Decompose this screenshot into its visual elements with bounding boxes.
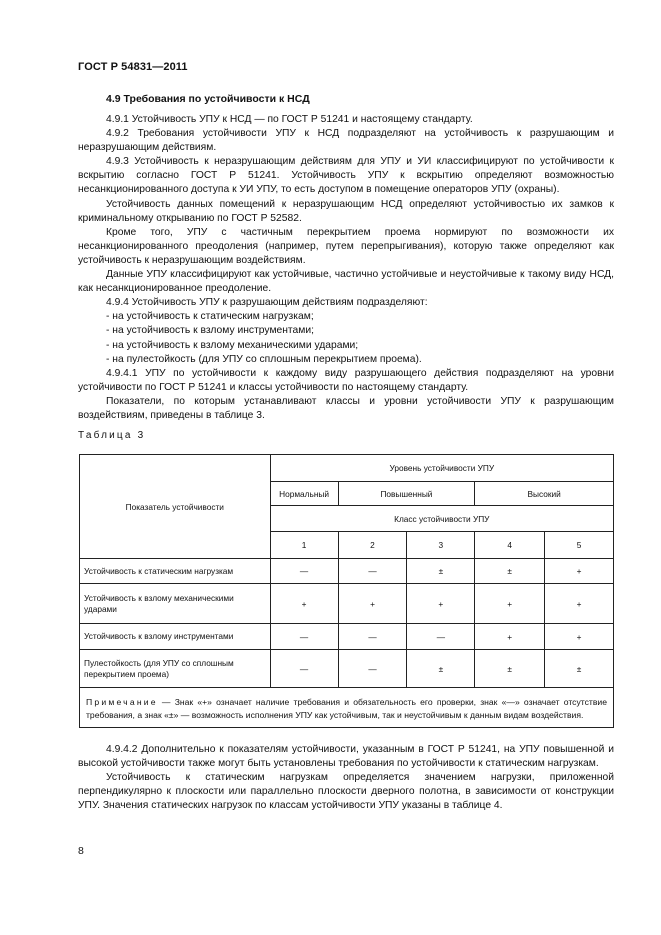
table-cell: — xyxy=(338,650,407,688)
body-text xyxy=(78,113,614,423)
table-note xyxy=(80,688,614,728)
row-label: Устойчивость к взлому инструментами xyxy=(80,624,271,650)
table-row xyxy=(80,559,614,584)
table-cell: + xyxy=(407,584,475,624)
section-title: 4.9 Требования по устойчивости к НСД xyxy=(106,93,310,105)
table-cell: + xyxy=(545,559,614,584)
table-cell: — xyxy=(338,624,407,650)
row-label: Пулестойкость (для УПУ со сплошным перекрытием проема) xyxy=(80,650,271,688)
paragraph: 4.9.1 Устойчивость УПУ к НСД — по ГОСТ Р 51241 и настоящему стандарту. xyxy=(106,114,473,125)
level-normal: Нормальный xyxy=(270,482,338,506)
row-label: Устойчивость к статическим нагрузкам xyxy=(80,559,271,584)
paragraph: 4.9.4.1 УПУ по устойчивости к каждому виду разрушающего действия подразделяют на уровни устойчивости по ГОСТ Р 51241 и классы устойчивости по настоящему стандарту. xyxy=(78,367,614,393)
document-header: ГОСТ Р 54831—2011 xyxy=(78,61,188,73)
table-cell: — xyxy=(270,559,338,584)
class-cell: 5 xyxy=(545,532,614,559)
note-label: Примечание xyxy=(86,697,158,707)
class-cell: 3 xyxy=(407,532,475,559)
paragraph: 4.9.4.2 Дополнительно к показателям устойчивости, указанным в ГОСТ Р 51241, на УПУ повышенной и высокой устойчивости также могут быть установлены требования по устойчивости к статическим нагрузкам. xyxy=(78,744,614,770)
table-row xyxy=(80,584,614,624)
list-item: - на устойчивость к взлому инструментами; xyxy=(106,325,314,337)
header-level: Уровень устойчивости УПУ xyxy=(270,455,613,482)
level-high: Высокий xyxy=(475,482,614,506)
note-text: — Знак «+» означает наличие требования и обязательность его проверки, знак «—» означает отсутствие требования, а знак «±» — возможность исполнения УПУ как устойчивым, так и неустойчивым к данным видам воздействия. xyxy=(86,697,607,720)
header-class: Класс устойчивости УПУ xyxy=(270,506,613,532)
table-cell: ± xyxy=(545,650,614,688)
list-item: - на устойчивость к статическим нагрузкам; xyxy=(106,311,314,323)
table-cell: + xyxy=(270,584,338,624)
table-row xyxy=(80,624,614,650)
class-cell: 2 xyxy=(338,532,407,559)
table-cell: + xyxy=(475,584,545,624)
paragraph: Данные УПУ классифицируют как устойчивые, частично устойчивые и неустойчивые к такому виду НСД, как несанкционированное преодоление. xyxy=(78,269,614,295)
class-cell: 4 xyxy=(475,532,545,559)
body-text-continued xyxy=(78,743,614,813)
list-item: - на пулестойкость (для УПУ со сплошным перекрытием проема). xyxy=(106,353,422,365)
table-row xyxy=(80,650,614,688)
table-note-row xyxy=(80,688,614,728)
header-indicator: Показатель устойчивости xyxy=(80,455,271,559)
page-number: 8 xyxy=(78,845,84,857)
paragraph: Показатели, по которым устанавливают классы и уровни устойчивости УПУ к разрушающим воздействиям, приведены в таблице 3. xyxy=(78,395,614,421)
table-cell: ± xyxy=(407,559,475,584)
table-cell: — xyxy=(270,650,338,688)
paragraph: 4.9.2 Требования устойчивости УПУ к НСД подразделяют на устойчивость к разрушающим и неразрушающим действиям. xyxy=(78,128,614,154)
table-cell: + xyxy=(545,624,614,650)
list-item: - на устойчивость к взлому механическими ударами; xyxy=(106,339,359,351)
table-cell: + xyxy=(475,624,545,650)
table-cell: ± xyxy=(475,650,545,688)
paragraph: 4.9.4 Устойчивость УПУ к разрушающим действиям подразделяют: xyxy=(106,297,428,309)
row-label: Устойчивость к взлому механическими ударами xyxy=(80,584,271,624)
paragraph: Устойчивость к статическим нагрузкам определяется значением нагрузки, приложенной перпендикулярно к плоскости или параллельно плоскости дверного полотна, в зависимости от конструкции УПУ. Значения статических нагрузок по классам устойчивости УПУ указаны в таблице 4. xyxy=(78,772,614,812)
table-cell: — xyxy=(407,624,475,650)
table-cell: ± xyxy=(407,650,475,688)
table-cell: — xyxy=(270,624,338,650)
resistance-table xyxy=(79,454,614,728)
paragraph: Кроме того, УПУ с частичным перекрытием проема нормируют по возможности их несанкционированного преодоления (например, путем перепрыгивания), которую также определяют как устойчивость к неразрушающим воздействиям. xyxy=(78,226,614,266)
table-cell: ± xyxy=(475,559,545,584)
class-cell: 1 xyxy=(270,532,338,559)
paragraph: 4.9.3 Устойчивость к неразрушающим действиям для УПУ и УИ классифицируют по устойчивости к вскрытию согласно ГОСТ Р 51241. Устойчивость УПУ к вскрытию определяют возможностью несанкционированного доступа к УИ УПУ, то есть доступом в помещение операторов УПУ (охраны). xyxy=(78,156,614,196)
table-cell: + xyxy=(338,584,407,624)
table-cell: — xyxy=(338,559,407,584)
table-cell: + xyxy=(545,584,614,624)
table-caption: Таблица 3 xyxy=(78,430,146,441)
level-elevated: Повышенный xyxy=(338,482,475,506)
paragraph: Устойчивость данных помещений к неразрушающим НСД определяют устойчивостью их замков к криминальному открыванию по ГОСТ Р 52582. xyxy=(78,198,614,224)
